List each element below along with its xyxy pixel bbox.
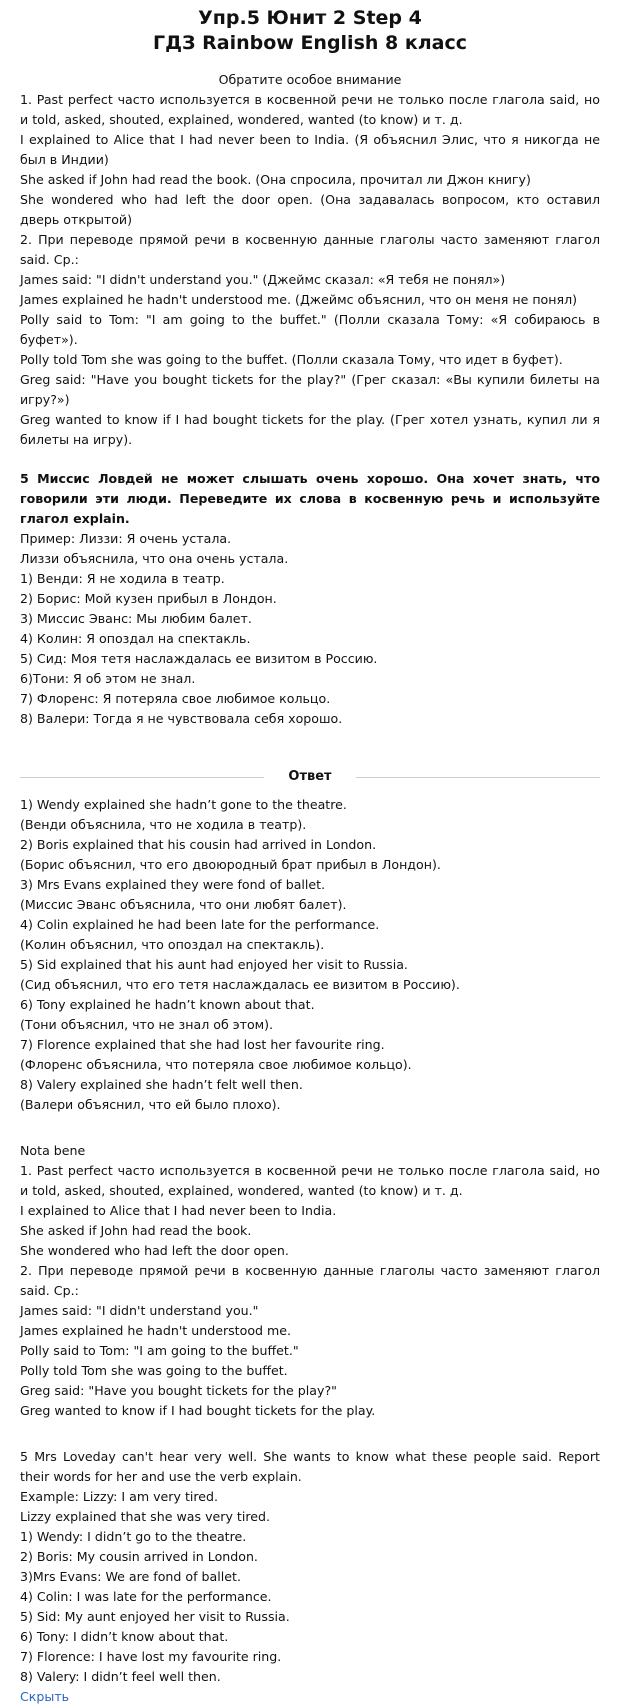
answer-heading: Ответ: [288, 769, 332, 784]
nota-bene-heading: Nota bene: [20, 1143, 86, 1158]
answer-line: 6) Tony explained he hadn’t known about that.: [20, 997, 315, 1012]
task-line: 8) Валери: Тогда я не чувствовала себя хорошо.: [20, 711, 343, 726]
task-en-line: 8) Valery: I didn’t feel well then.: [20, 1669, 221, 1684]
attention-line: James said: "I didn't understand you." (Джеймс сказал: «Я тебя не понял»): [20, 272, 506, 287]
task-line: 7) Флоренс: Я потеряла свое любимое кольцо.: [20, 691, 331, 706]
nota-bene-line: 2. При переводе прямой речи в косвенную данные глаголы часто заменяют глагол said. Ср.:: [20, 1263, 600, 1298]
attention-line: I explained to Alice that I had never been to India. (Я объяснил Элис, что я никогда не был в Индии): [20, 132, 600, 167]
answer-line: 3) Mrs Evans explained they were fond of ballet.: [20, 877, 326, 892]
attention-line: 1. Past perfect часто используется в косвенной речи не только после глагола said, но и told, asked, shouted, explained, wondered, wanted (to know) и т. д.: [20, 92, 600, 127]
nota-bene-line: Polly said to Tom: "I am going to the buffet.": [20, 1343, 299, 1358]
task-line: 5) Сид: Моя тетя наслаждалась ее визитом в Россию.: [20, 651, 378, 666]
nota-bene-line: James explained he hadn't understood me.: [20, 1323, 292, 1338]
answer-line: (Тони объяснил, что не знал об этом).: [20, 1017, 274, 1032]
nota-bene-line: 1. Past perfect часто используется в косвенной речи не только после глагола said, но и told, asked, shouted, explained, wondered, wanted (to know) и т. д.: [20, 1163, 600, 1198]
task-en-line: 6) Tony: I didn’t know about that.: [20, 1629, 229, 1644]
answer-line: (Миссис Эванс объяснила, что они любят балет).: [20, 897, 347, 912]
answer-line: (Сид объяснил, что его тетя наслаждалась ее визитом в Россию).: [20, 977, 460, 992]
task-section: [20, 469, 600, 729]
task-en-line: 3)Mrs Evans: We are fond of ballet.: [20, 1569, 241, 1584]
nota-bene-section: [20, 1141, 600, 1421]
title-line-1: Упр.5 Юнит 2 Step 4: [198, 7, 422, 29]
answer-line: (Колин объяснил, что опоздал на спектакль).: [20, 937, 325, 952]
divider-line-right: [356, 777, 600, 778]
attention-line: Polly said to Tom: "I am going to the buffet." (Полли сказала Тому: «Я собираюсь в буфет»).: [20, 312, 600, 347]
attention-line: Greg said: "Have you bought tickets for the play?" (Грег сказал: «Вы купили билеты на игру?»): [20, 372, 600, 407]
hide-link[interactable]: Скрыть: [20, 1689, 70, 1704]
attention-line: She wondered who had left the door open. (Она задавалась вопросом, кто оставил дверь открытой): [20, 192, 600, 227]
answer-line: 4) Colin explained he had been late for the performance.: [20, 917, 380, 932]
attention-heading: Обратите особое внимание: [218, 72, 402, 87]
attention-line: Greg wanted to know if I had bought tickets for the play. (Грег хотел узнать, купил ли я билеты на игру).: [20, 412, 600, 447]
task-en-line: Lizzy explained that she was very tired.: [20, 1509, 270, 1524]
task-en-line: 7) Florence: I have lost my favourite ring.: [20, 1649, 282, 1664]
task-en-line: 4) Colin: I was late for the performance.: [20, 1589, 272, 1604]
task-en-line: 2) Boris: My cousin arrived in London.: [20, 1549, 258, 1564]
attention-line: 2. При переводе прямой речи в косвенную данные глаголы часто заменяют глагол said. Ср.:: [20, 232, 600, 267]
attention-line: Polly told Tom she was going to the buffet. (Полли сказала Тому, что идет в буфет).: [20, 352, 563, 367]
attention-section: [20, 70, 600, 450]
attention-line: She asked if John had read the book. (Она спросила, прочитал ли Джон книгу): [20, 172, 531, 187]
answer-line: 5) Sid explained that his aunt had enjoyed her visit to Russia.: [20, 957, 408, 972]
task-en-line: 1) Wendy: I didn’t go to the theatre.: [20, 1529, 247, 1544]
title-line-2: ГДЗ Rainbow English 8 класс: [152, 32, 468, 54]
answer-line: 1) Wendy explained she hadn’t gone to the theatre.: [20, 797, 347, 812]
task-line: Лиззи объяснила, что она очень устала.: [20, 551, 289, 566]
answer-line: 2) Boris explained that his cousin had arrived in London.: [20, 837, 377, 852]
task-line: 4) Колин: Я опоздал на спектакль.: [20, 631, 251, 646]
answer-line: (Валери объяснил, что ей было плохо).: [20, 1097, 281, 1112]
task-line: 1) Венди: Я не ходила в театр.: [20, 571, 225, 586]
task-en-line: 5) Sid: My aunt enjoyed her visit to Russia.: [20, 1609, 290, 1624]
task-en-line: Example: Lizzy: I am very tired.: [20, 1489, 219, 1504]
divider-line-left: [20, 777, 264, 778]
answer-section: [20, 795, 600, 1115]
task-line: 3) Миссис Эванс: Мы любим балет.: [20, 611, 252, 626]
task-en-section: [20, 1447, 600, 1707]
task-en-heading: 5 Mrs Loveday can't hear very well. She wants to know what these people said. Report their words for her and use the verb explain.: [20, 1449, 600, 1484]
task-line: 2) Борис: Мой кузен прибыл в Лондон.: [20, 591, 277, 606]
attention-line: James explained he hadn't understood me. (Джеймс объяснил, что он меня не понял): [20, 292, 578, 307]
nota-bene-line: Greg wanted to know if I had bought tickets for the play.: [20, 1403, 376, 1418]
answer-line: 7) Florence explained that she had lost her favourite ring.: [20, 1037, 385, 1052]
nota-bene-line: I explained to Alice that I had never been to India.: [20, 1203, 337, 1218]
nota-bene-line: Polly told Tom she was going to the buffet.: [20, 1363, 288, 1378]
nota-bene-line: Greg said: "Have you bought tickets for the play?": [20, 1383, 337, 1398]
answer-line: (Борис объяснил, что его двоюродный брат прибыл в Лондон).: [20, 857, 441, 872]
answer-divider: [20, 767, 600, 787]
page-title: [20, 6, 600, 56]
task-line: 6)Тони: Я об этом не знал.: [20, 671, 196, 686]
answer-line: (Флоренс объяснила, что потеряла свое любимое кольцо).: [20, 1057, 412, 1072]
answer-line: (Венди объяснила, что не ходила в театр).: [20, 817, 307, 832]
answer-line: 8) Valery explained she hadn’t felt well then.: [20, 1077, 303, 1092]
nota-bene-line: She wondered who had left the door open.: [20, 1243, 289, 1258]
task-line: Пример: Лиззи: Я очень устала.: [20, 531, 232, 546]
nota-bene-line: James said: "I didn't understand you.": [20, 1303, 259, 1318]
nota-bene-line: She asked if John had read the book.: [20, 1223, 252, 1238]
task-heading: 5 Миссис Ловдей не может слышать очень хорошо. Она хочет знать, что говорили эти люди. Переведите их слова в косвенную речь и используйте глагол explain.: [20, 471, 600, 526]
